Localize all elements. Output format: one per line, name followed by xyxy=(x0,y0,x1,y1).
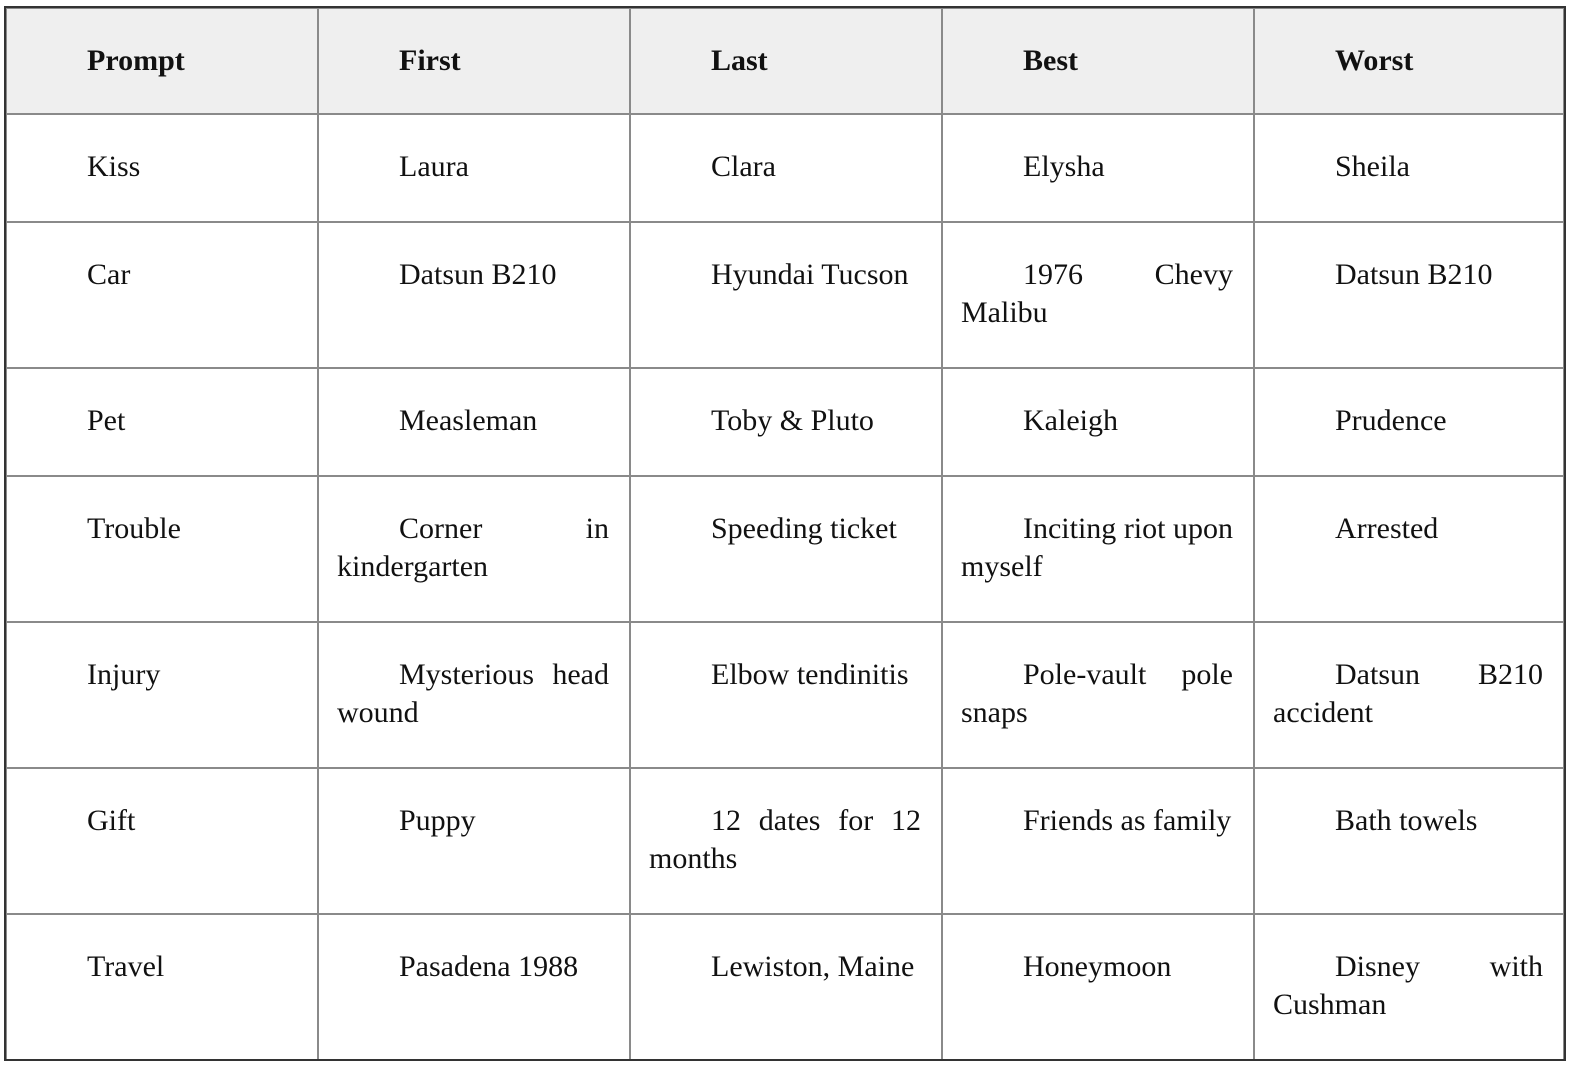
table-cell: Travel xyxy=(6,914,318,1060)
table-row xyxy=(6,114,1564,222)
table-cell: Mysterious head wound xyxy=(318,622,630,768)
table-row xyxy=(6,914,1564,1060)
table-cell: Injury xyxy=(6,622,318,768)
header-last: Last xyxy=(630,8,942,114)
table-cell: 1976 Chevy Malibu xyxy=(942,222,1254,368)
table-cell: Pet xyxy=(6,368,318,476)
memory-table xyxy=(5,7,1565,1061)
header-row xyxy=(6,8,1564,114)
table-cell: Datsun B210 xyxy=(318,222,630,368)
table-row xyxy=(6,768,1564,914)
header-first: First xyxy=(318,8,630,114)
table-cell: Disney with Cushman xyxy=(1254,914,1564,1060)
table-cell: Speeding ticket xyxy=(630,476,942,622)
table-row xyxy=(6,222,1564,368)
table-cell: Gift xyxy=(6,768,318,914)
table-row xyxy=(6,622,1564,768)
table-cell: Elysha xyxy=(942,114,1254,222)
table-cell: Puppy xyxy=(318,768,630,914)
table-row xyxy=(6,368,1564,476)
table-cell: Toby & Pluto xyxy=(630,368,942,476)
table-cell: Prudence xyxy=(1254,368,1564,476)
table-cell: Elbow tendinitis xyxy=(630,622,942,768)
table-cell: Clara xyxy=(630,114,942,222)
table-cell: Car xyxy=(6,222,318,368)
table-cell: Pasadena 1988 xyxy=(318,914,630,1060)
header-worst: Worst xyxy=(1254,8,1564,114)
table-cell: Corner in kindergarten xyxy=(318,476,630,622)
table-cell: Kaleigh xyxy=(942,368,1254,476)
table-cell: Kiss xyxy=(6,114,318,222)
table-cell: Trouble xyxy=(6,476,318,622)
table-cell: Bath towels xyxy=(1254,768,1564,914)
table-cell: Pole-vault pole snaps xyxy=(942,622,1254,768)
table-cell: Datsun B210 accident xyxy=(1254,622,1564,768)
table-cell: Datsun B210 xyxy=(1254,222,1564,368)
table-cell: 12 dates for 12 months xyxy=(630,768,942,914)
header-best: Best xyxy=(942,8,1254,114)
table-cell: Sheila xyxy=(1254,114,1564,222)
table-cell: Hyundai Tucson xyxy=(630,222,942,368)
table-cell: Measleman xyxy=(318,368,630,476)
table-cell: Arrested xyxy=(1254,476,1564,622)
table-cell: Friends as family xyxy=(942,768,1254,914)
table-row xyxy=(6,476,1564,622)
table-cell: Lewiston, Maine xyxy=(630,914,942,1060)
table-cell: Inciting riot upon myself xyxy=(942,476,1254,622)
table-cell: Laura xyxy=(318,114,630,222)
header-prompt: Prompt xyxy=(6,8,318,114)
table-cell: Honeymoon xyxy=(942,914,1254,1060)
